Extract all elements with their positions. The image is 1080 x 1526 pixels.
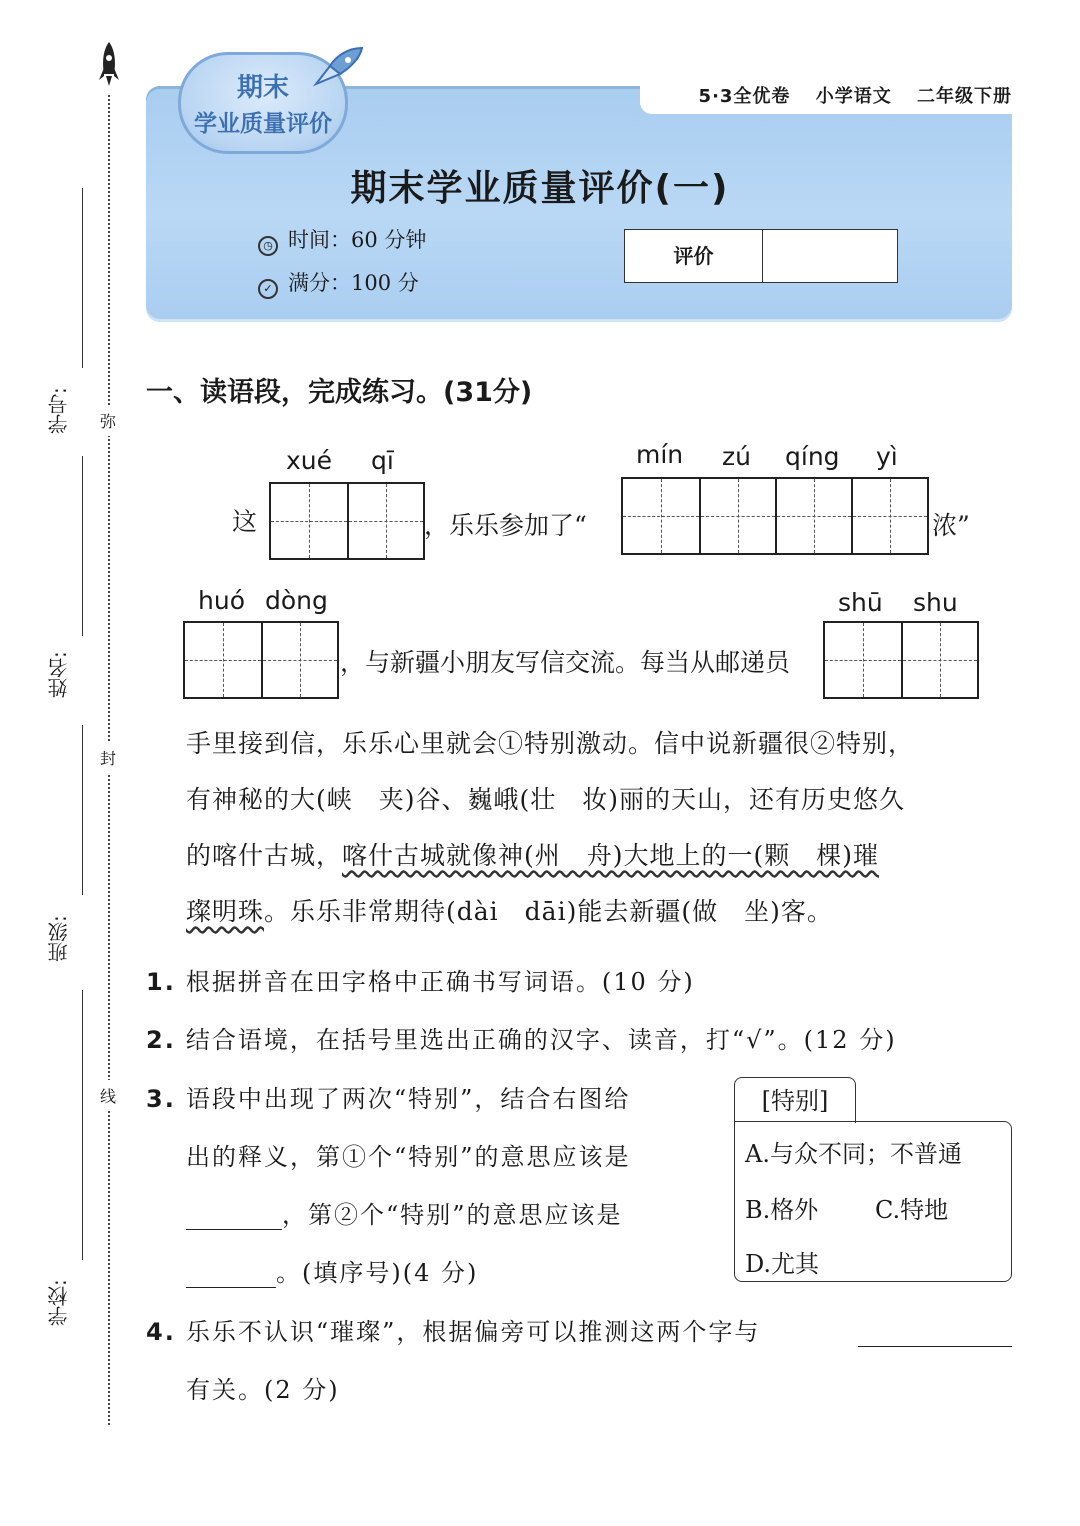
pinyin-shu2: shu	[913, 588, 958, 617]
definition-c: C.特地	[875, 1196, 949, 1224]
pinyin-huo: huó	[198, 586, 245, 615]
student-id-label: 学号:	[47, 387, 71, 435]
text-zhe: 这	[232, 507, 258, 536]
passage-line-3a: 的喀什古城，	[186, 841, 343, 870]
clock-icon: ◷	[258, 236, 278, 256]
tianzige-shushu[interactable]	[823, 621, 979, 699]
badge-line2: 学业质量评价	[194, 111, 332, 137]
q4-line2: 有关。(2 分)	[186, 1376, 340, 1404]
class-label: 班级:	[47, 915, 71, 963]
q3-line2: 出的释义，第①个“特别”的意思应该是	[186, 1143, 631, 1171]
text-mid1: ，乐乐参加了“	[424, 511, 587, 540]
evaluation-box	[624, 229, 898, 283]
passage-line-2: 有神秘的大(峡 夹)谷、巍峨(壮 妆)丽的天山，还有历史悠久	[186, 785, 906, 814]
rocket-icon	[98, 40, 120, 88]
text-nong: 浓”	[932, 511, 970, 540]
student-id-line[interactable]	[82, 188, 83, 368]
passage-line-1: 手里接到信，乐乐心里就会①特别激动。信中说新疆很②特别，	[186, 729, 915, 758]
q3-number: 3.	[146, 1085, 176, 1113]
class-line[interactable]	[82, 725, 83, 895]
score-text: 满分：100 分	[288, 271, 419, 295]
question-2	[146, 1020, 897, 1055]
page-title: 期末学业质量评价(一)	[350, 168, 730, 209]
q3-blank-2[interactable]	[186, 1263, 276, 1288]
check-circle-icon: ✓	[258, 279, 278, 299]
tianzige-huodong[interactable]	[183, 621, 339, 699]
badge-rocket-icon	[302, 44, 366, 94]
pinyin-shu1: shū	[838, 588, 883, 617]
school-label: 学校:	[47, 1279, 71, 1327]
question-1	[146, 962, 695, 997]
series-name: 5·3全优卷	[698, 86, 791, 107]
q4-number: 4.	[146, 1318, 176, 1346]
pinyin-yi: yì	[876, 442, 898, 471]
seal-char-xian: 线	[98, 1080, 118, 1111]
text-mid2: ，与新疆小朋友写信交流。每当从邮递员	[340, 648, 791, 677]
q1-text: 根据拼音在田字格中正确书写词语。(10 分)	[185, 968, 695, 996]
q2-text: 结合语境，在括号里选出正确的汉字、读音，打“√”。(12 分)	[185, 1026, 897, 1054]
q3-blank-1[interactable]	[186, 1205, 282, 1230]
score-info	[258, 267, 419, 299]
seal-char-mi: 弥	[98, 405, 118, 436]
pinyin-min: mín	[636, 440, 684, 469]
passage-line-3	[186, 836, 879, 872]
school-line[interactable]	[82, 990, 83, 1260]
tianzige-xueqi[interactable]	[269, 482, 425, 560]
question-4	[146, 1312, 760, 1347]
q3-line4-wrap	[186, 1253, 478, 1288]
time-text: 时间：60 分钟	[288, 228, 427, 252]
grade-name: 二年级下册	[917, 86, 1012, 107]
q4-blank[interactable]	[858, 1322, 1012, 1347]
evaluation-label: 评价	[625, 230, 763, 282]
pinyin-qi: qī	[371, 446, 394, 475]
name-label: 姓名:	[47, 651, 71, 699]
name-line[interactable]	[82, 456, 83, 636]
seal-char-feng: 封	[98, 742, 118, 773]
passage-wavy-sentence: 喀什古城就像神(州 舟)大地上的一(颗 棵)璀	[342, 841, 880, 870]
q3-line3-wrap	[186, 1195, 623, 1230]
passage-line-4	[186, 892, 833, 928]
question-3	[146, 1079, 630, 1114]
passage-line-4b: 。乐乐非常期待(dài dāi)能去新疆(做 坐)客。	[264, 897, 833, 926]
q3-line3: ，第②个“特别”的意思应该是	[282, 1201, 623, 1229]
q3-line1: 语段中出现了两次“特别”，结合右图给	[185, 1085, 631, 1113]
pinyin-xue: xué	[286, 446, 333, 475]
pinyin-dong: dòng	[265, 586, 328, 615]
tianzige-minzuqingyi[interactable]	[621, 477, 929, 555]
q4-line1: 乐乐不认识“璀璨”，根据偏旁可以推测这两个字与	[185, 1318, 761, 1346]
definition-d: D.尤其	[745, 1250, 820, 1278]
definition-b: B.格外	[745, 1196, 819, 1224]
passage-wavy-end: 璨明珠	[186, 897, 265, 926]
q3-line4: 。(填序号)(4 分)	[276, 1259, 479, 1287]
section-heading: 一、读语段，完成练习。(31分)	[146, 377, 533, 408]
subject-name: 小学语文	[815, 86, 892, 107]
time-info	[258, 224, 426, 256]
badge-line1: 期末	[236, 73, 289, 103]
pinyin-zu: zú	[722, 442, 751, 471]
pinyin-qing: qíng	[785, 442, 840, 471]
definition-tab: [特别]	[734, 1077, 856, 1123]
definition-a: A.与众不同；不普通	[745, 1140, 962, 1168]
q2-number: 2.	[146, 1026, 176, 1054]
book-meta	[681, 82, 1012, 108]
definition-card	[734, 1077, 1012, 1282]
definition-body	[734, 1121, 1012, 1282]
q1-number: 1.	[146, 968, 176, 996]
